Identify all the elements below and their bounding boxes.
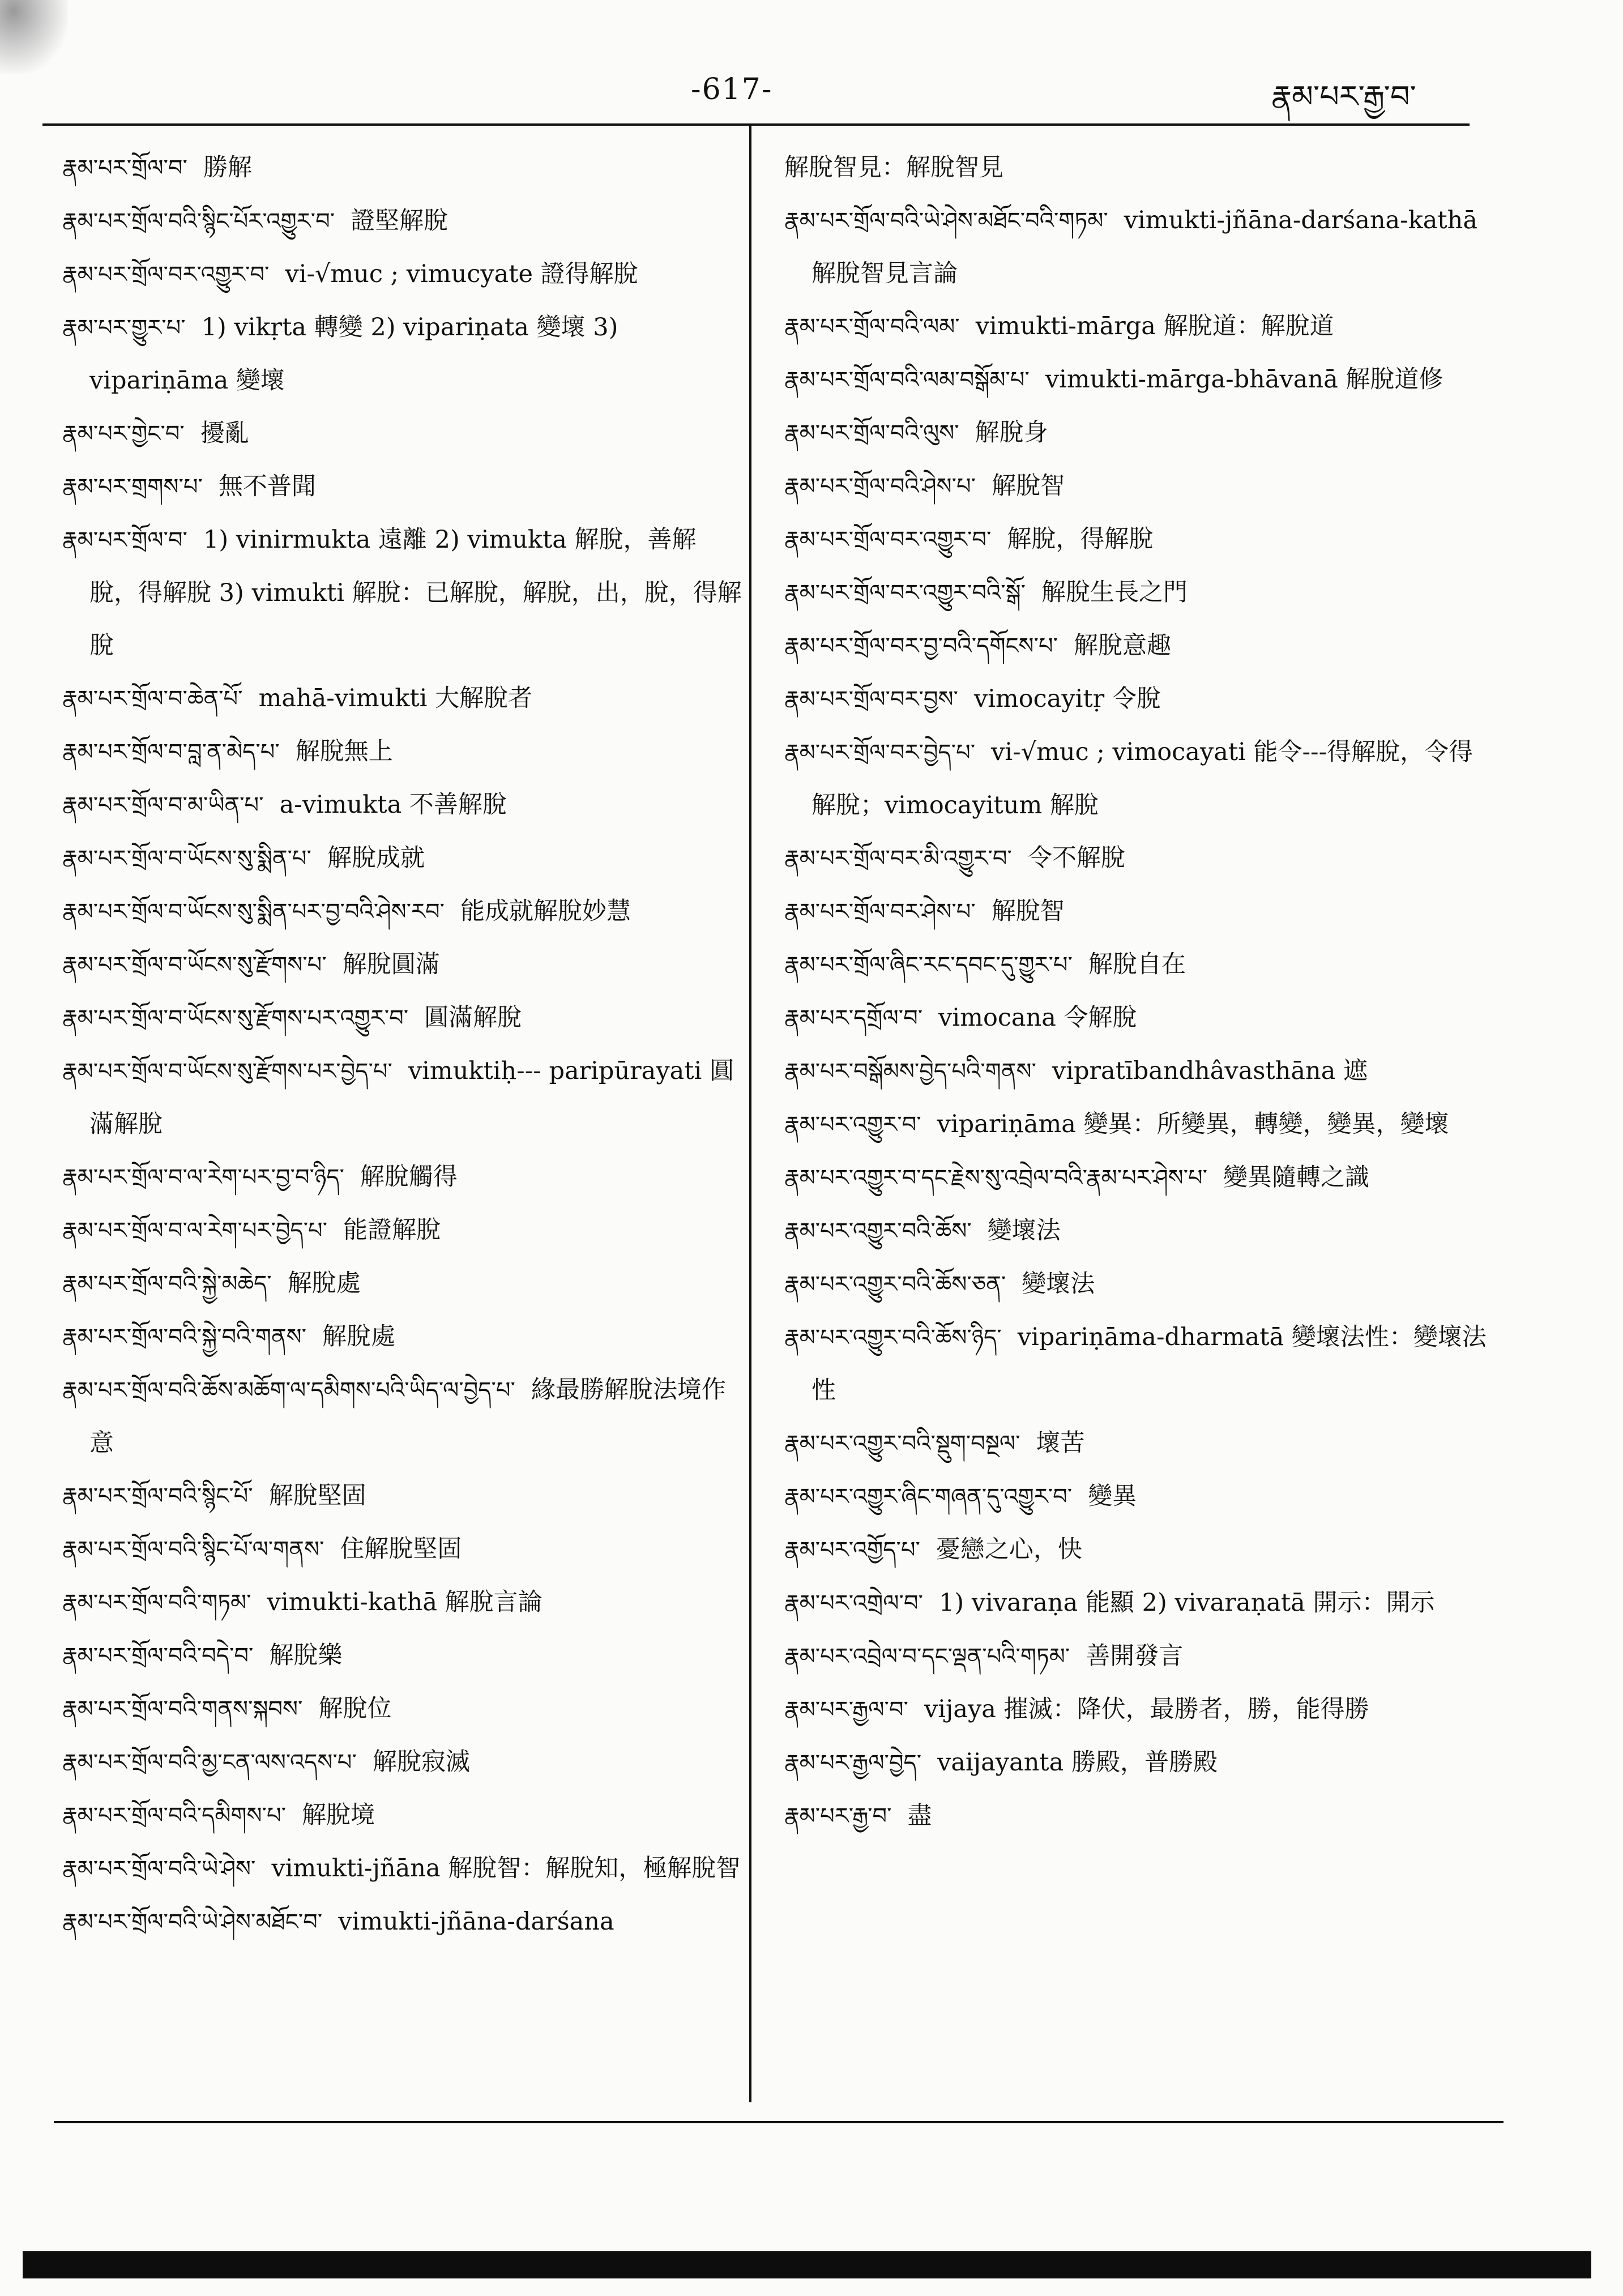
dictionary-entry [784, 142, 1487, 194]
dictionary-entry [62, 460, 745, 514]
entry-definition: 令不解脫 [1027, 844, 1125, 872]
tibetan-headword: རྣམ་པར་གྲོལ་བའི་སྐྱེ་བའི་གནས་ [62, 1324, 307, 1350]
tibetan-headword: རྣམ་པར་གྲོལ་བར་འགྱུར་བའི་སྒོ་ [784, 580, 1026, 606]
entry-definition: 解脫處 [287, 1269, 361, 1298]
dictionary-entry [784, 353, 1487, 407]
entry-definition: 能證解脫 [343, 1216, 441, 1244]
entry-definition: 憂戀之心，快 [936, 1535, 1082, 1564]
entry-definition: 解脫生長之門 [1041, 578, 1188, 607]
entry-definition: 勝解 [203, 153, 252, 182]
dictionary-entry [784, 1523, 1487, 1577]
dictionary-entry [62, 1523, 745, 1576]
right-column [784, 142, 1487, 1843]
entry-definition: vimocana 令解脫 [938, 1004, 1137, 1032]
dictionary-entry [784, 620, 1487, 673]
dictionary-entry [784, 300, 1487, 353]
entry-definition: 解脫位 [318, 1695, 392, 1723]
tibetan-headword: རྣམ་པར་གྲོལ་བ་ཡོངས་སུ་རྫོགས་པར་བྱེད་པ་ [62, 1059, 392, 1085]
tibetan-headword: རྣམ་པར་འགྱུར་ཞིང་གཞན་དུ་འགྱུར་བ་ [784, 1484, 1073, 1510]
entry-definition: 善開發言 [1086, 1642, 1184, 1670]
dictionary-entry [62, 938, 745, 992]
dictionary-entry [784, 460, 1487, 513]
entry-definition: a-vimukta 不善解脫 [279, 791, 507, 819]
tibetan-headword: རྣམ་པར་དགྲོལ་བ་ [784, 1005, 923, 1031]
entry-definition: mahā-vimukti 大解脫者 [258, 684, 533, 712]
dictionary-entry [62, 1311, 745, 1364]
entry-definition: 能成就解脫妙慧 [460, 897, 631, 925]
dictionary-entry [784, 726, 1487, 832]
dictionary-entry [784, 1577, 1487, 1630]
tibetan-headword: རྣམ་པར་གྲོལ་བར་བྱེད་པ་ [784, 740, 976, 766]
dictionary-entry [784, 194, 1487, 300]
dictionary-entry [784, 1205, 1487, 1258]
dictionary-entry [62, 301, 745, 407]
tibetan-headword: རྣམ་པར་གྲོལ་བའི་ཡེ་ཤེས་ [62, 1856, 256, 1882]
tibetan-headword: རྣམ་པར་འགྲེལ་བ་ [784, 1590, 923, 1616]
entry-definition: 壞苦 [1036, 1429, 1085, 1457]
entry-definition: 圓滿解脫 [424, 1004, 522, 1032]
header-rule [42, 123, 1470, 126]
tibetan-headword: རྣམ་པར་གྲོལ་བའི་སྙིང་པོ་ [62, 1483, 253, 1509]
column-divider [749, 126, 751, 2102]
entry-definition: 解脫觸得 [360, 1163, 458, 1191]
entry-definition: vimocayitṛ 令脫 [973, 685, 1161, 713]
entry-definition: vipariṇāma 變異：所變異，轉變，變異，變壞 [937, 1110, 1449, 1138]
entry-definition: 解脫智 [991, 897, 1065, 925]
dictionary-entry [784, 1045, 1487, 1098]
tibetan-headword: རྣམ་པར་གྲོལ་བར་མི་འགྱུར་བ་ [784, 846, 1012, 872]
dictionary-entry [62, 672, 745, 725]
dictionary-entry [62, 1736, 745, 1789]
dictionary-entry [62, 725, 745, 779]
left-column [62, 142, 745, 1949]
tibetan-headword: རྣམ་པར་གྲོལ་བའི་ལམ་བསྒོམ་པ་ [784, 367, 1030, 393]
entry-definition: vimukti-jñāna 解脫智：解脫知，極解脫智 [271, 1854, 741, 1883]
dictionary-entry [62, 514, 745, 672]
tibetan-headword: རྣམ་པར་གྲོལ་བ་ལ་རེག་པར་བྱེད་པ་ [62, 1218, 328, 1244]
tibetan-headword: རྣམ་པར་གྲོལ་བའི་ལམ་ [784, 314, 960, 340]
dictionary-entry [62, 1151, 745, 1204]
entry-definition: 解脫自在 [1088, 950, 1186, 979]
dictionary-entry [784, 1736, 1487, 1790]
dictionary-entry [784, 1417, 1487, 1470]
tibetan-headword: རྣམ་པར་གྲོལ་བའི་ལུས་ [784, 420, 959, 446]
dictionary-entry [62, 1683, 745, 1736]
entry-definition: 變壞法 [987, 1217, 1061, 1245]
dictionary-entry [62, 1045, 745, 1151]
tibetan-headword: རྣམ་པར་གྲོལ་བ་ [62, 527, 187, 553]
dictionary-entry [62, 1470, 745, 1523]
entry-definition: 盡 [907, 1802, 932, 1830]
dictionary-entry [784, 1630, 1487, 1683]
entry-definition: vaijayanta 勝殿，普勝殿 [937, 1748, 1218, 1777]
dictionary-entry [784, 885, 1487, 938]
entry-definition: 解脫成就 [327, 844, 425, 872]
tibetan-headword: རྣམ་པར་གྲོལ་བ་མ་ཡིན་པ་ [62, 792, 264, 818]
tibetan-headword: རྣམ་པར་འབྲེལ་བ་དང་ལྡན་པའི་གཏམ་ [784, 1644, 1070, 1670]
entry-definition: 變壞法 [1022, 1270, 1095, 1298]
scan-edge-bar [23, 2251, 1591, 2278]
dictionary-entry [62, 779, 745, 832]
tibetan-headword: རྣམ་པར་གྲོལ་བ་ཡོངས་སུ་སྨིན་པར་བྱ་བའི་ཤེས་རབ་ [62, 899, 445, 925]
dictionary-entry [62, 248, 745, 301]
dictionary-entry [784, 1258, 1487, 1311]
dictionary-entry [62, 1789, 745, 1842]
tibetan-headword: རྣམ་པར་གྲོལ་བའི་མྱ་ངན་ལས་འདས་པ་ [62, 1749, 357, 1776]
entry-definition: 解脫智見：解脫智見 [784, 153, 1003, 182]
dictionary-entry [62, 142, 745, 195]
tibetan-headword: རྣམ་པར་གྲོལ་བར་བྱས་ [784, 686, 958, 712]
tibetan-headword: རྣམ་པར་གྲོལ་བ་ [62, 155, 187, 181]
dictionary-entry [784, 832, 1487, 885]
tibetan-headword: རྣམ་པར་གྲོལ་བའི་སྙིང་པོར་འགྱུར་བ་ [62, 208, 335, 234]
entry-definition: 1) vivaraṇa 能顯 2) vivaraṇatā 開示：開示 [938, 1589, 1435, 1617]
entry-definition: 解脫處 [322, 1322, 396, 1351]
tibetan-headword: རྣམ་པར་རྒྱལ་བྱེད་ [784, 1750, 922, 1776]
footer-rule [54, 2121, 1504, 2123]
dictionary-entry [784, 1151, 1487, 1205]
tibetan-headword: རྣམ་པར་གྲོལ་བའི་སྙིང་པོ་ལ་གནས་ [62, 1537, 324, 1563]
entry-definition: 解脫樂 [269, 1641, 343, 1670]
dictionary-entry [62, 1896, 745, 1949]
dictionary-entry [784, 938, 1487, 992]
dictionary-entry [784, 992, 1487, 1045]
entry-definition: 解脫智 [992, 472, 1065, 500]
entry-definition: vimukti-jñāna-darśana [338, 1907, 614, 1936]
dictionary-entry [62, 1629, 745, 1683]
tibetan-headword: རྣམ་པར་གྲོལ་བའི་ཡེ་ཤེས་མཐོང་བ་ [62, 1909, 323, 1935]
tibetan-headword: རྣམ་པར་གྲོལ་བ་ལ་རེག་པར་བྱ་བ་ཉིད་ [62, 1164, 344, 1190]
entry-definition: vimukti-jñāna-darśana-kathā 解脫智見言論 [812, 206, 1478, 288]
tibetan-headword: རྣམ་པར་འགྱུར་བའི་ཆོས་ཉིད་ [784, 1325, 1002, 1351]
entry-definition: vimukti-kathā 解脫言論 [267, 1588, 543, 1616]
entry-definition: 緣最勝解脫法境作意 [89, 1376, 726, 1457]
tibetan-headword: རྣམ་པར་གྲོལ་བར་འགྱུར་བ་ [784, 527, 992, 553]
tibetan-headword: རྣམ་པར་འགྱུར་བའི་ཆོས་ [784, 1218, 972, 1244]
running-head: རྣམ་པར་རྒྱ་བ་ [1271, 79, 1416, 114]
entry-definition: 解脫身 [975, 419, 1048, 447]
entry-definition: 解脫無上 [295, 737, 393, 766]
entry-definition: 1) vinirmukta 遠離 2) vimukta 解脫，善解脫，得解脫 3) vimukti 解脫：已解脫，解脫，出，脫，得解脫 [89, 526, 742, 660]
scan-smudge [0, 0, 68, 74]
page-number: -617- [691, 72, 773, 106]
entry-definition: 變異隨轉之識 [1223, 1163, 1370, 1192]
tibetan-headword: རྣམ་པར་གྲོལ་བའི་ཡེ་ཤེས་མཐོང་བའི་གཏམ་ [784, 208, 1108, 234]
tibetan-headword: རྣམ་པར་གྲགས་པ་ [62, 474, 203, 500]
dictionary-entry [62, 1842, 745, 1896]
tibetan-headword: རྣམ་པར་བསྒོམས་བྱེད་པའི་གནས་ [784, 1059, 1036, 1085]
entry-definition: 解脫意趣 [1074, 631, 1171, 660]
entry-definition: vipratībandhâvasthāna 遮 [1052, 1057, 1368, 1085]
entry-definition: vi-√muc ; vimocayati 能令---得解脫，令得解脫；vimocayitum 解脫 [812, 738, 1473, 820]
dictionary-entry [62, 992, 745, 1045]
entry-definition: 解脫境 [302, 1801, 375, 1829]
tibetan-headword: རྣམ་པར་གྲོལ་བའི་དམིགས་པ་ [62, 1803, 286, 1829]
tibetan-headword: རྣམ་པར་འགྱུར་བ་དང་རྗེས་སུ་འབྲེལ་བའི་རྣམ་པར་ཤེས་པ་ [784, 1165, 1208, 1191]
tibetan-headword: རྣམ་པར་འགྱུར་བ་ [784, 1112, 921, 1138]
entry-definition: 解脫圓滿 [342, 950, 440, 979]
tibetan-headword: རྣམ་པར་གྲོལ་བའི་གཏམ་ [62, 1590, 251, 1616]
tibetan-headword: རྣམ་པར་གྲོལ་བ་ཆེན་པོ་ [62, 686, 243, 712]
entry-definition: 解脫堅固 [268, 1482, 366, 1510]
entry-definition: vimuktiḥ--- paripūrayati 圓滿解脫 [89, 1057, 734, 1138]
tibetan-headword: རྣམ་པར་གྲོལ་བ་ཡོངས་སུ་རྫོགས་པ་ [62, 952, 327, 978]
entry-definition: vipariṇāma-dharmatā 變壞法性：變壞法性 [812, 1323, 1487, 1405]
tibetan-headword: རྣམ་པར་གྲོལ་བ་བླ་ན་མེད་པ་ [62, 739, 280, 765]
dictionary-entry [62, 885, 745, 938]
entry-definition: 擾亂 [200, 419, 249, 447]
tibetan-headword: རྣམ་པར་གྲོལ་བའི་ཤེས་པ་ [784, 473, 976, 500]
tibetan-headword: རྣམ་པར་གྲོལ་བའི་ཆོས་མཆོག་ལ་དམིགས་པའི་ཡིད་ལ་བྱེད་པ་ [62, 1377, 515, 1403]
entry-definition: 證堅解脫 [351, 207, 449, 235]
tibetan-headword: རྣམ་པར་གྲོལ་བའི་སྐྱེ་མཆེད་ [62, 1271, 272, 1297]
entry-definition: vimukti-mārga 解脫道：解脫道 [975, 312, 1334, 340]
tibetan-headword: རྣམ་པར་རྒྱ་བ་ [784, 1803, 892, 1829]
entry-definition: 解脫，得解脫 [1007, 525, 1154, 553]
dictionary-entry [62, 407, 745, 460]
tibetan-headword: རྣམ་པར་གྲོལ་བའི་བདེ་བ་ [62, 1643, 254, 1669]
tibetan-headword: རྣམ་པར་རྒྱལ་བ་ [784, 1697, 908, 1723]
tibetan-headword: རྣམ་པར་འགྱོད་པ་ [784, 1537, 920, 1563]
tibetan-headword: རྣམ་པར་གྱུར་པ་ [62, 315, 186, 341]
tibetan-headword: རྣམ་པར་འགྱུར་བའི་སྡུག་བསྔལ་ [784, 1431, 1020, 1457]
dictionary-entry [784, 1098, 1487, 1151]
dictionary-entry [784, 1790, 1487, 1843]
entry-definition: 解脫寂滅 [372, 1748, 470, 1776]
dictionary-entry [784, 513, 1487, 566]
entry-definition: 變異 [1088, 1482, 1137, 1510]
dictionary-entry [62, 195, 745, 248]
tibetan-headword: རྣམ་པར་གྲོལ་ཞིང་རང་དབང་དུ་གྱུར་པ་ [784, 952, 1073, 978]
dictionary-entry [62, 1204, 745, 1257]
tibetan-headword: རྣམ་པར་གྲོལ་བ་ཡོངས་སུ་སྨིན་པ་ [62, 846, 311, 872]
dictionary-entry [62, 832, 745, 885]
entry-definition: 1) vikṛta 轉變 2) vipariṇata 變壞 3) vipariṇāma 變壞 [89, 313, 618, 395]
dictionary-entry [62, 1576, 745, 1629]
entry-definition: vimukti-mārga-bhāvanā 解脫道修 [1045, 365, 1443, 394]
tibetan-headword: རྣམ་པར་གྲོལ་བ་ཡོངས་སུ་རྫོགས་པར་འགྱུར་བ་ [62, 1005, 409, 1031]
tibetan-headword: རྣམ་པར་གྱེང་བ་ [62, 421, 185, 447]
dictionary-entry [784, 1683, 1487, 1736]
dictionary-entry [784, 566, 1487, 620]
dictionary-entry [784, 673, 1487, 726]
entry-definition: vijaya 摧滅：降伏，最勝者，勝，能得勝 [924, 1695, 1369, 1723]
tibetan-headword: རྣམ་པར་གྲོལ་བར་བྱ་བའི་དགོངས་པ་ [784, 633, 1058, 659]
dictionary-entry [784, 1470, 1487, 1523]
entry-definition: 住解脫堅固 [340, 1535, 462, 1563]
dictionary-entry [784, 1311, 1487, 1417]
tibetan-headword: རྣམ་པར་གྲོལ་བར་འགྱུར་བ་ [62, 262, 270, 288]
entry-definition: 無不普聞 [218, 472, 316, 501]
tibetan-headword: རྣམ་པར་འགྱུར་བའི་ཆོས་ཅན་ [784, 1271, 1006, 1298]
tibetan-headword: རྣམ་པར་གྲོལ་བའི་གནས་སྐབས་ [62, 1696, 303, 1722]
entry-definition: vi-√muc ; vimucyate 證得解脫 [285, 260, 638, 288]
dictionary-entry [784, 407, 1487, 460]
dictionary-entry [62, 1257, 745, 1311]
dictionary-entry [62, 1364, 745, 1470]
tibetan-headword: རྣམ་པར་གྲོལ་བར་ཤེས་པ་ [784, 899, 976, 925]
